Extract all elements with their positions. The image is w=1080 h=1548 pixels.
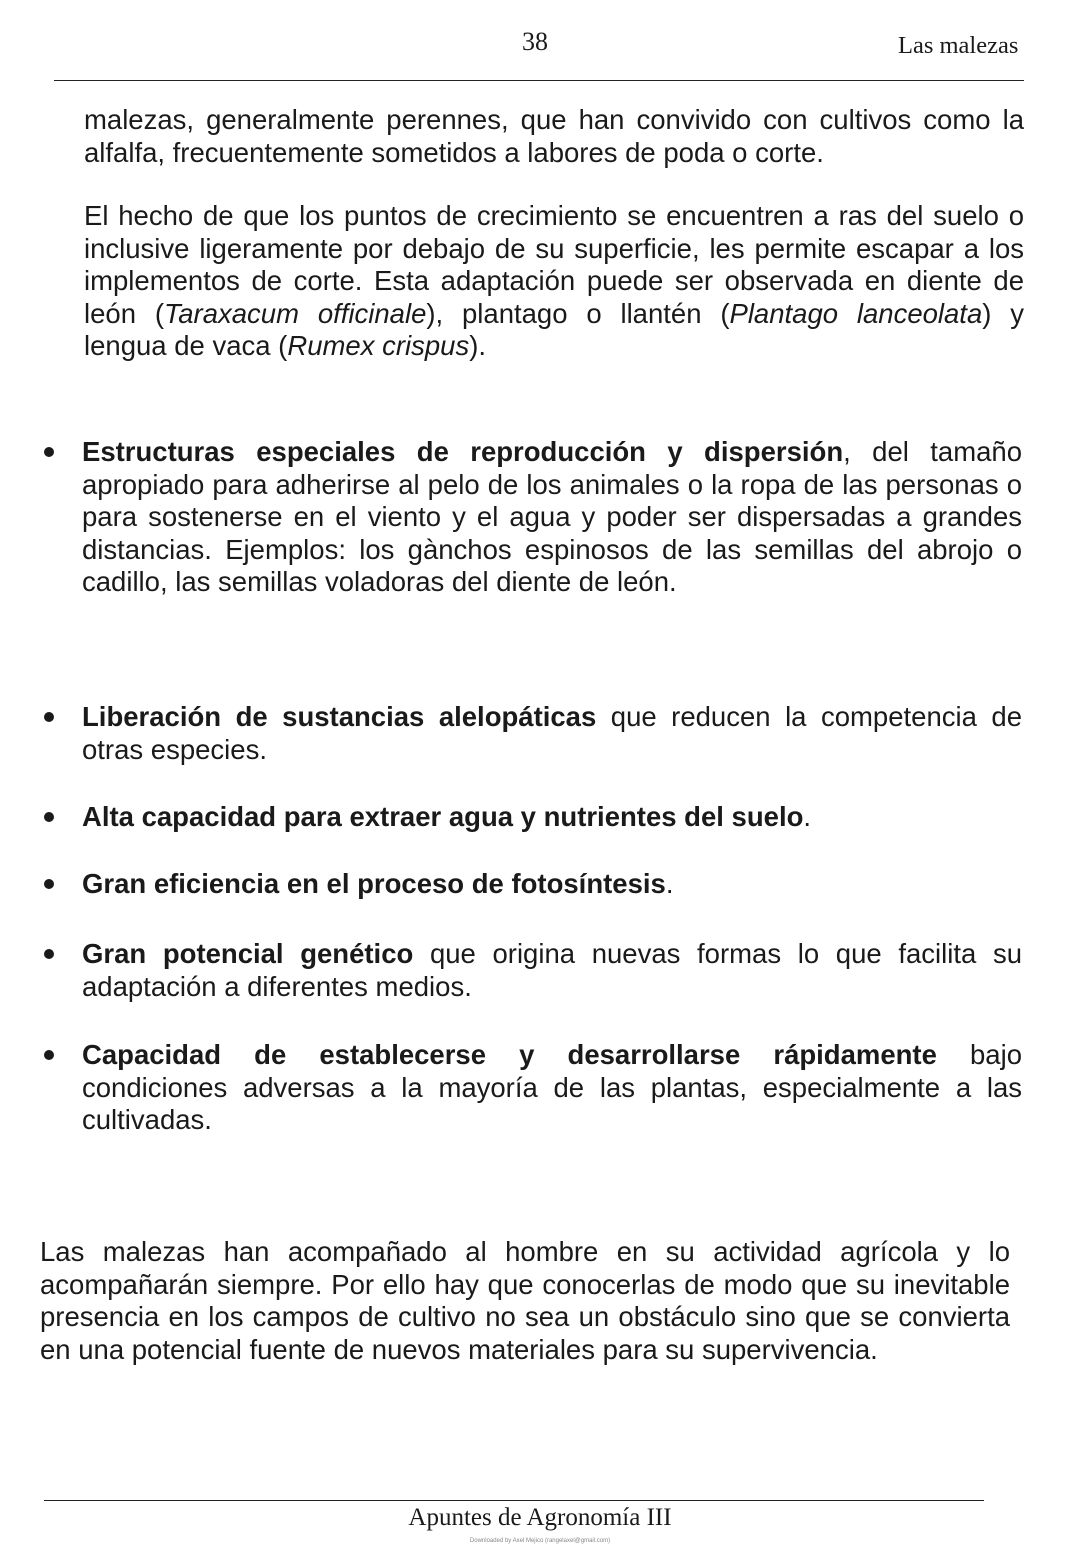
- download-note: Downloaded by Axel Mejico (rangelaxel@gmail.com): [469, 1538, 611, 1544]
- page-number: 38: [522, 27, 548, 56]
- paragraph-text: ).: [469, 330, 487, 361]
- bullet-body: , del tamaño apropiado para adherirse al pelo de los animales o la ropa de las personas o para sostenerse en el viento y el agua y poder ser dispersadas a grandes distancias. Ejemplos: los gànchos espinosos de las semillas del abrojo o cadillo, las semillas voladoras del diente de león.: [82, 436, 1022, 597]
- bullet-text: [82, 801, 1022, 834]
- bullet-body: .: [665, 868, 674, 899]
- paragraph-continuation: malezas, generalmente perennes, que han convivido con cultivos como la alfalfa, frecuentemente sometidos a labores de poda o corte.: [84, 104, 1024, 168]
- bullet-text: [82, 868, 1022, 901]
- bullet-text: [82, 1039, 1022, 1137]
- footer-title: Apuntes de Agronomía III: [408, 1504, 672, 1531]
- bullet-text: [82, 701, 1022, 766]
- paragraph-growth-points: [84, 200, 1024, 363]
- bullet-heading: Gran potencial genético: [82, 938, 414, 969]
- running-title: Las malezas: [898, 32, 1019, 59]
- bullet-icon: [44, 447, 54, 457]
- footer-rule: [44, 1500, 984, 1501]
- bullet-body: que reducen la competencia de otras especies.: [82, 701, 1022, 765]
- paragraph-conclusion: Las malezas han acompañado al hombre en su actividad agrícola y lo acompañarán siempre. Por ello hay que conocerlas de modo que su inevitable presencia en los campos de cultivo no sea un obstáculo sino que se convierta en una potencial fuente de nuevos materiales para su supervivencia.: [40, 1236, 1010, 1365]
- bullet-heading: Alta capacidad para extraer agua y nutrientes del suelo: [82, 801, 804, 832]
- bullet-text: [82, 938, 1022, 1003]
- bullet-icon: [44, 879, 54, 889]
- bullet-heading: Gran eficiencia en el proceso de fotosíntesis: [82, 868, 666, 899]
- paragraph-text: El hecho de que los puntos de crecimiento se encuentren a ras del suelo o inclusive ligeramente por debajo de su superficie, les permite escapar a los implementos de corte. Esta adaptación puede ser observada en diente de león (: [84, 200, 1024, 329]
- bullet-icon: [44, 1050, 54, 1060]
- bullet-text: [82, 436, 1022, 599]
- paragraph-text: ), plantago o llantén (: [426, 297, 730, 329]
- species-name: Taraxacum officinale: [163, 297, 427, 329]
- bullet-body: bajo condiciones adversas a la mayoría de las plantas, especialmente a las cultivadas.: [82, 1039, 1022, 1135]
- bullet-icon: [44, 712, 54, 722]
- bullet-heading: Capacidad de establecerse y desarrollarse rápidamente: [82, 1039, 937, 1070]
- bullet-body: que origina nuevas formas lo que facilita su adaptación a diferentes medios.: [82, 938, 1022, 1002]
- species-name: Plantago lanceolata: [729, 297, 983, 329]
- header-rule: [54, 80, 1024, 81]
- bullet-heading: Liberación de sustancias alelopáticas: [82, 701, 597, 732]
- bullet-icon: [44, 949, 54, 959]
- species-name: Rumex crispus: [287, 330, 470, 361]
- paragraph-text: ) y lengua de vaca (: [84, 297, 1024, 361]
- bullet-body: .: [803, 801, 812, 832]
- bullet-heading: Estructuras especiales de reproducción y dispersión: [82, 436, 844, 467]
- bullet-icon: [44, 812, 54, 822]
